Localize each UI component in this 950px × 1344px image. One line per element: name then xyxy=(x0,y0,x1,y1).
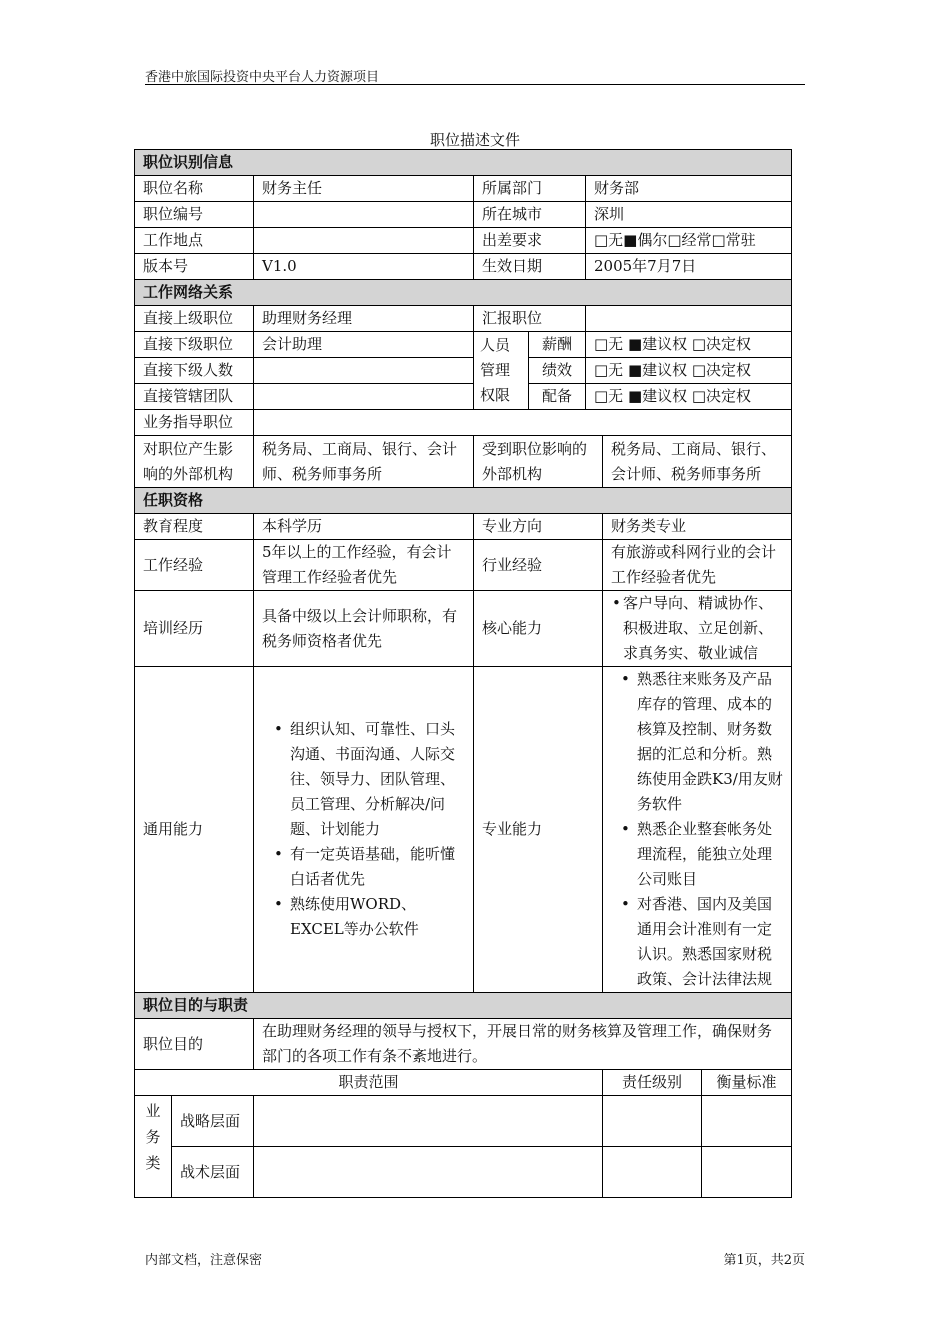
general-item: • 熟练使用WORD、EXCEL等办公软件 xyxy=(290,892,465,942)
location-label: 工作地点 xyxy=(135,228,254,254)
city-label: 所在城市 xyxy=(474,202,586,228)
core-value xyxy=(603,591,792,667)
exp-label: 工作经验 xyxy=(135,540,254,591)
training-value: 具备中级以上会计师职称，有税务师资格者优先 xyxy=(254,591,474,667)
ext-affected-label: 受到职位影响的外部机构 xyxy=(474,436,603,488)
tactical-label-text: 战术层面 xyxy=(180,1162,241,1181)
core-item: • 客户导向、精诚协作、积极进取、立足创新、求真务实、敬业诚信 xyxy=(623,591,785,666)
job-name-value: 财务主任 xyxy=(254,176,474,202)
superior-label: 直接上级职位 xyxy=(135,306,254,332)
job-code-value xyxy=(254,202,474,228)
section-network: 工作网络关系 xyxy=(135,280,792,306)
general-item: • 组织认知、可靠性、口头沟通、书面沟通、人际交往、领导力、团队管理、员工管理、分析解决/问题、计划能力 xyxy=(290,717,465,842)
general-label: 通用能力 xyxy=(135,667,254,993)
dept-value: 财务部 xyxy=(586,176,792,202)
tactical-scope xyxy=(254,1147,603,1198)
report-value xyxy=(586,306,792,332)
strategic-level xyxy=(603,1096,702,1147)
hr-authority-line1: 人员 xyxy=(480,336,511,354)
strategic-label xyxy=(172,1096,254,1147)
dept-label: 所属部门 xyxy=(474,176,586,202)
travel-label: 出差要求 xyxy=(474,228,586,254)
pro-item: • 熟悉往来账务及产品库存的管理、成本的核算及控制、财务数据的汇总和分析。熟练使用金跌K3/用友财务软件 xyxy=(637,667,783,817)
tactical-standard xyxy=(702,1147,792,1198)
perf-authority: □无 ■建议权 □决定权 xyxy=(586,358,792,384)
sub-count-label: 直接下级人数 xyxy=(135,358,254,384)
hr-authority-label xyxy=(474,332,529,410)
effective-label: 生效日期 xyxy=(474,254,586,280)
hr-authority-line2: 管理 xyxy=(480,361,511,379)
tactical-level xyxy=(603,1147,702,1198)
purpose-label: 职位目的 xyxy=(135,1019,254,1070)
subordinate-label: 直接下级职位 xyxy=(135,332,254,358)
job-description-table xyxy=(134,149,792,1198)
strategic-label-text: 战略层面 xyxy=(180,1111,241,1130)
general-value xyxy=(254,667,474,993)
document-title: 职位描述文件 xyxy=(429,131,520,149)
exp-value: 5年以上的工作经验，有会计管理工作经验者优先 xyxy=(254,540,474,591)
section-purpose: 职位目的与职责 xyxy=(135,993,792,1019)
ext-affect-label: 对职位产生影响的外部机构 xyxy=(135,436,254,488)
edu-label: 教育程度 xyxy=(135,514,254,540)
training-label: 培训经历 xyxy=(135,591,254,667)
team-label: 直接管辖团队 xyxy=(135,384,254,410)
duty-category-text: 业务类 xyxy=(145,1102,161,1172)
travel-value: □无■偶尔□经常□常驻 xyxy=(586,228,792,254)
core-label: 核心能力 xyxy=(474,591,603,667)
ext-affected-value: 税务局、工商局、银行、会计师、税务师事务所 xyxy=(603,436,792,488)
section-identity: 职位识别信息 xyxy=(135,150,792,176)
page-header: 香港中旅国际投资中央平台人力资源项目 xyxy=(145,66,805,85)
effective-value: 2005年7月7日 xyxy=(586,254,792,280)
location-value xyxy=(254,228,474,254)
pro-label: 专业能力 xyxy=(474,667,603,993)
report-label: 汇报职位 xyxy=(474,306,586,332)
duty-standard-header: 衡量标准 xyxy=(702,1070,792,1096)
ind-exp-value: 有旅游或科网行业的会计工作经验者优先 xyxy=(603,540,792,591)
footer-page-number: 第1页，共2页 xyxy=(723,1253,805,1268)
version-label: 版本号 xyxy=(135,254,254,280)
staffing-label: 配备 xyxy=(529,384,586,410)
duty-level-header: 责任级别 xyxy=(603,1070,702,1096)
strategic-standard xyxy=(702,1096,792,1147)
strategic-scope xyxy=(254,1096,603,1147)
sub-count-value xyxy=(254,358,474,384)
purpose-text: 在助理财务经理的领导与授权下，开展日常的财务核算及管理工作，确保财务部门的各项工作有条不紊地进行。 xyxy=(254,1019,792,1070)
version-value: V1.0 xyxy=(254,254,474,280)
major-value: 财务类专业 xyxy=(603,514,792,540)
duty-category xyxy=(135,1096,172,1198)
pro-item: • 熟悉企业整套帐务处理流程，能独立处理公司账目 xyxy=(637,817,783,892)
guide-value xyxy=(254,410,792,436)
pro-item: • 对香港、国内及美国通用会计准则有一定认识。熟悉国家财税政策、会计法律法规 xyxy=(637,892,783,992)
section-qualification: 任职资格 xyxy=(135,488,792,514)
salary-label: 薪酬 xyxy=(529,332,586,358)
job-code-label: 职位编号 xyxy=(135,202,254,228)
ext-affect-value: 税务局、工商局、银行、会计师、税务师事务所 xyxy=(254,436,474,488)
footer-confidential: 内部文档，注意保密 xyxy=(145,1253,263,1268)
duty-scope-header: 职责范围 xyxy=(135,1070,603,1096)
city-value: 深圳 xyxy=(586,202,792,228)
guide-label: 业务指导职位 xyxy=(135,410,254,436)
major-label: 专业方向 xyxy=(474,514,603,540)
subordinate-value: 会计助理 xyxy=(254,332,474,358)
ind-exp-label: 行业经验 xyxy=(474,540,603,591)
superior-value: 助理财务经理 xyxy=(254,306,474,332)
team-value xyxy=(254,384,474,410)
hr-authority-line3: 权限 xyxy=(480,386,511,404)
general-item: • 有一定英语基础，能听懂白话者优先 xyxy=(290,842,465,892)
pro-value xyxy=(603,667,792,993)
job-name-label: 职位名称 xyxy=(135,176,254,202)
edu-value: 本科学历 xyxy=(254,514,474,540)
staffing-authority: □无 ■建议权 □决定权 xyxy=(586,384,792,410)
salary-authority: □无 ■建议权 □决定权 xyxy=(586,332,792,358)
tactical-label xyxy=(172,1147,254,1198)
perf-label: 绩效 xyxy=(529,358,586,384)
